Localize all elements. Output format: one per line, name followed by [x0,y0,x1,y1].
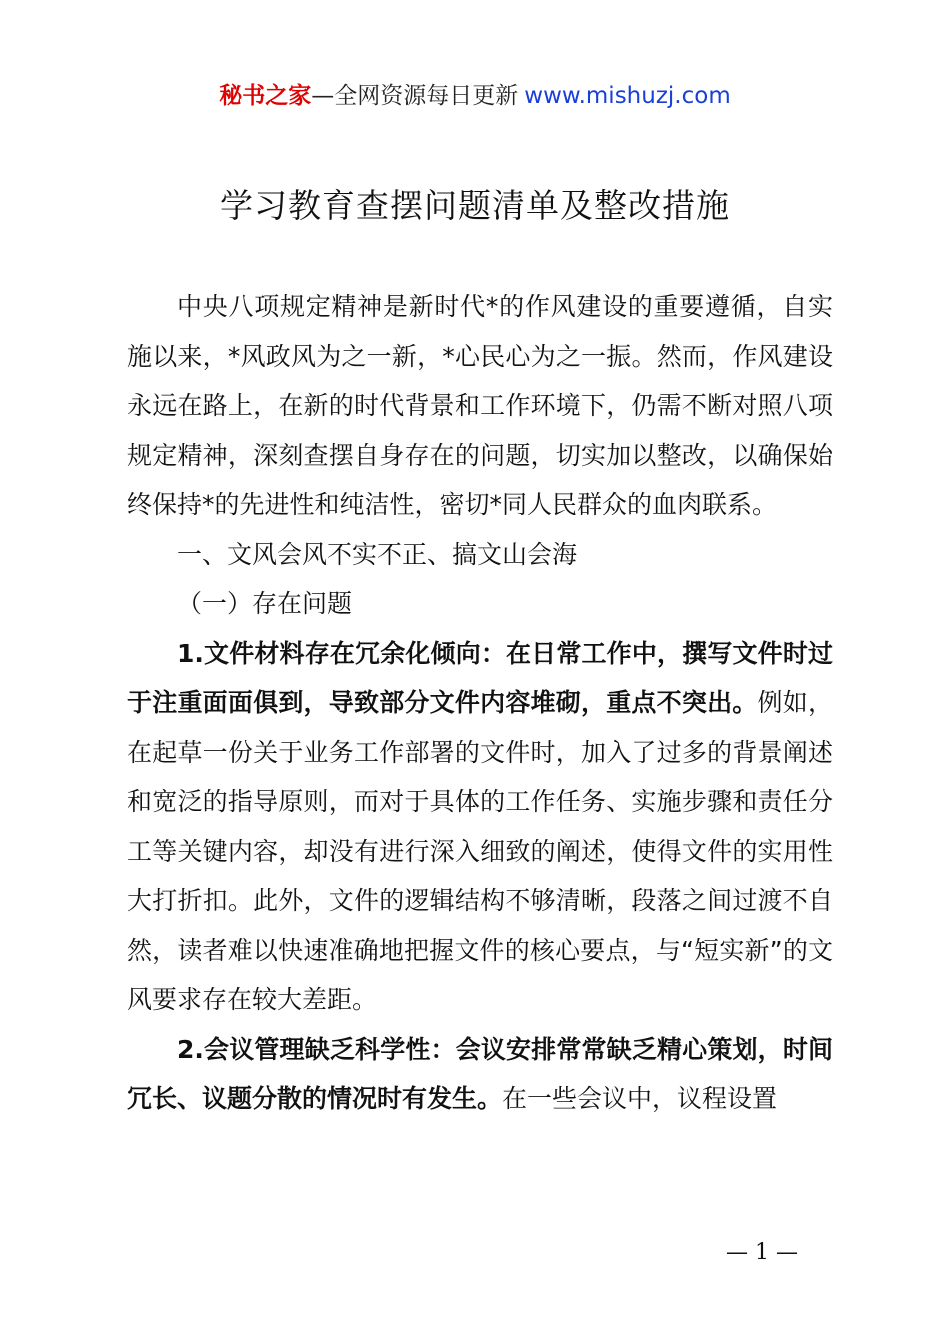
problem-item-1-summary: 1.文件材料存在冗余化倾向：在日常工作中，撰写文件时过于注重面面俱到，导致部分文件内容堆砌，重点不突出。 [127,638,833,717]
subsection-heading: （一）存在问题 [177,589,353,618]
intro-paragraph: 中央八项规定精神是新时代*的作风建设的重要遵循，自实施以来，*风政风为之一新，*心民心为之一振。然而，作风建设永远在路上，在新的时代背景和工作环境下，仍需不断对照八项规定精神，深刻查摆自身存在的问题，切实加以整改，以确保始终保持*的先进性和纯洁性，密切*同人民群众的血肉联系。 [127,292,833,519]
problem-item-2-summary: 2.会议管理缺乏科学性：会议安排常常缺乏精心策划，时间冗长、议题分散的情况时有发生。 [127,1034,833,1113]
site-url[interactable]: www.mishuzj.com [524,83,731,109]
problem-item-2 [127,1025,833,1124]
document-title: 学习教育查摆问题清单及整改措施 [220,186,730,225]
page-number: — 1 — [726,1240,798,1265]
brand-name: 秘书之家 [219,83,312,109]
problem-item-1 [127,629,833,1025]
problem-item-1-detail: 例如，在起草一份关于业务工作部署的文件时，加入了过多的背景阐述和宽泛的指导原则，而对于具体的工作任务、实施步骤和责任分工等关键内容，却没有进行深入细致的阐述，使得文件的实用性大打折扣。此外，文件的逻辑结构不够清晰，段落之间过渡不自然，读者难以快速准确地把握文件的核心要点，与“短实新”的文风要求存在较大差距。 [127,688,833,1014]
problem-item-2-detail: 在一些会议中，议程设置 [502,1084,778,1113]
site-header [0,80,950,112]
header-tagline: —全网资源每日更新 [311,83,519,109]
document-body [127,282,833,1182]
section-heading: 一、文风会风不实不正、搞文山会海 [177,539,578,569]
